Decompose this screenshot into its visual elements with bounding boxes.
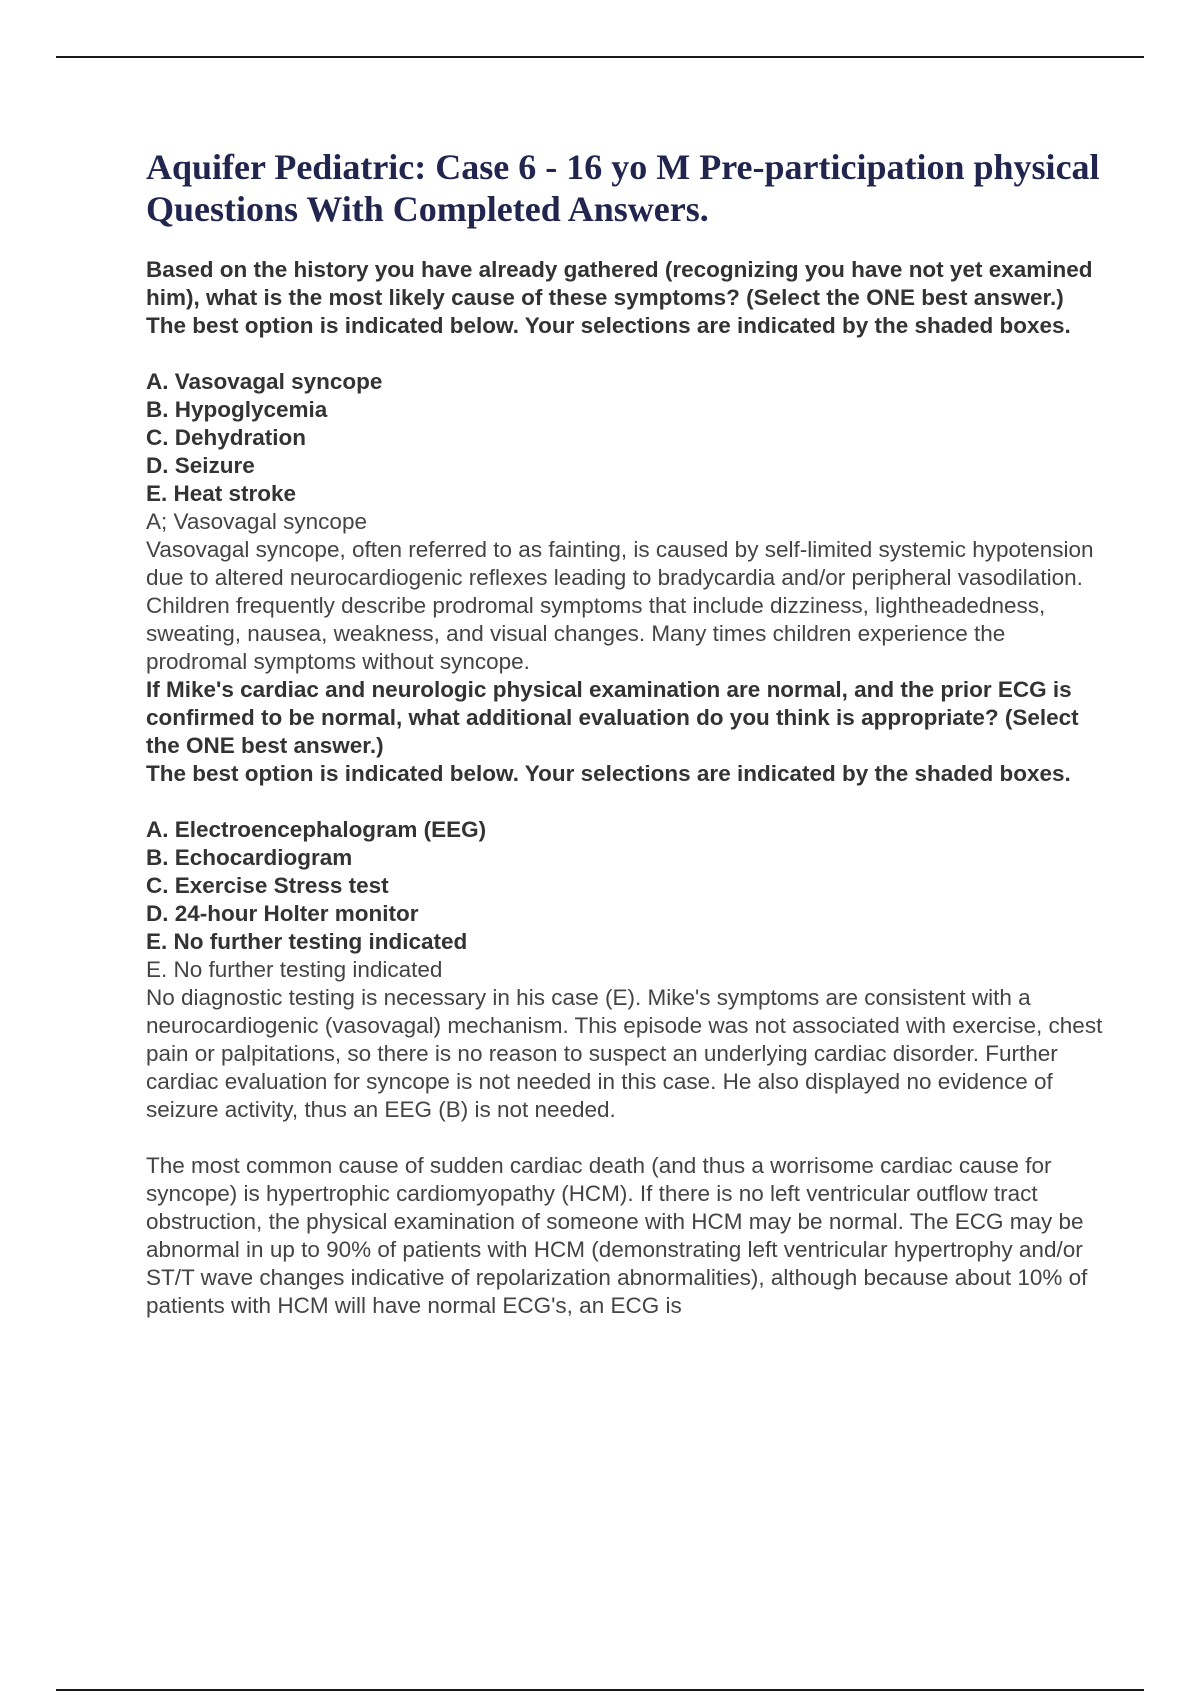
option-b: B. Echocardiogram (146, 845, 353, 870)
option-d: D. Seizure (146, 453, 255, 478)
question-2 (146, 676, 1106, 1320)
answer-text: A; Vasovagal syncope (146, 509, 367, 534)
question-prompt: Based on the history you have already gathered (recognizing you have not yet examined him), what is the most likely cause of these symptoms? (Select the ONE best answer.) (146, 257, 1093, 310)
option-d: D. 24-hour Holter monitor (146, 901, 419, 926)
option-e: E. Heat stroke (146, 481, 297, 506)
question-prompt: If Mike's cardiac and neurologic physical examination are normal, and the prior ECG is confirmed to be normal, what additional evaluation do you think is appropriate? (Select the ONE best answer.) (146, 677, 1079, 758)
question-1 (146, 256, 1106, 676)
document-title: Aquifer Pediatric: Case 6 - 16 yo M Pre-participation physical Questions With Completed Answers. (146, 147, 1100, 229)
explanation-text: No diagnostic testing is necessary in his case (E). Mike's symptoms are consistent with a neurocardiogenic (vasovagal) mechanism. This episode was not associated with exercise, chest pain or palpitations, so there is no reason to suspect an underlying cardiac disorder. Further cardiac evaluation for syncope is not needed in this case. He also displayed no evidence of seizure activity, thus an EEG (B) is not needed. (146, 985, 1103, 1122)
question-instruction: The best option is indicated below. Your selections are indicated by the shaded boxes. (146, 761, 1071, 786)
top-rule (56, 56, 1144, 58)
option-a: A. Electroencephalogram (EEG) (146, 817, 487, 842)
option-list (146, 368, 1106, 508)
option-b: B. Hypoglycemia (146, 397, 328, 422)
option-e: E. No further testing indicated (146, 929, 468, 954)
answer-text: E. No further testing indicated (146, 957, 443, 982)
option-c: C. Dehydration (146, 425, 307, 450)
explanation-text-continued: The most common cause of sudden cardiac death (and thus a worrisome cardiac cause for syncope) is hypertrophic cardiomyopathy (HCM). If there is no left ventricular outflow tract obstruction, the physical examination of someone with HCM may be normal. The ECG may be abnormal in up to 90% of patients with HCM (demonstrating left ventricular hypertrophy and/or ST/T wave changes indicative of repolarization abnormalities), although because about 10% of patients with HCM will have normal ECG's, an ECG is (146, 1153, 1088, 1318)
explanation-text: Vasovagal syncope, often referred to as fainting, is caused by self-limited systemic hypotension due to altered neurocardiogenic reflexes leading to bradycardia and/or peripheral vasodilation. Children frequently describe prodromal symptoms that include dizziness, lightheadedness, sweating, nausea, weakness, and visual changes. Many times children experience the prodromal symptoms without syncope. (146, 537, 1094, 674)
bottom-rule (56, 1689, 1144, 1691)
option-a: A. Vasovagal syncope (146, 369, 383, 394)
option-list (146, 816, 1106, 956)
option-c: C. Exercise Stress test (146, 873, 389, 898)
question-instruction: The best option is indicated below. Your selections are indicated by the shaded boxes. (146, 313, 1071, 338)
document-body (146, 146, 1106, 1320)
